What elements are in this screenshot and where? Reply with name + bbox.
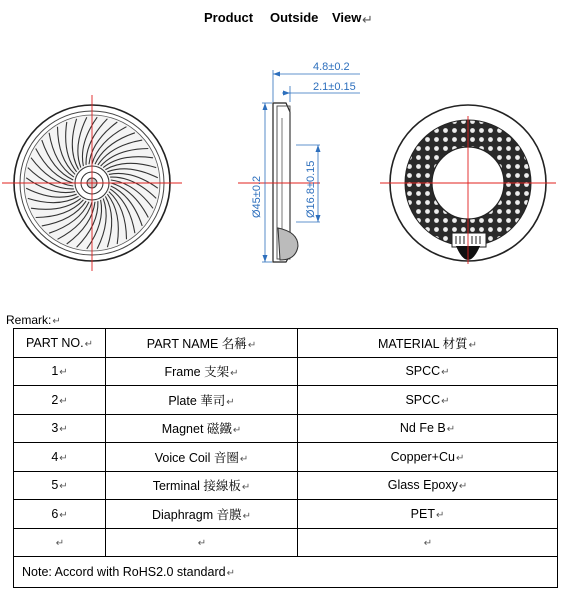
cell-no: 1↵ (14, 357, 106, 386)
cell-material: ↵ (298, 528, 558, 557)
table-row (14, 357, 558, 386)
title-word-view: View (332, 10, 362, 25)
table-row (14, 443, 558, 472)
cell-material: Glass Epoxy↵ (298, 471, 558, 500)
cell-material: SPCC↵ (298, 357, 558, 386)
cell-name: Frame 支架↵ (106, 357, 298, 386)
cell-name: ↵ (106, 528, 298, 557)
cell-material: PET↵ (298, 500, 558, 529)
product-drawing (0, 45, 568, 295)
cell-name: Terminal 接線板↵ (106, 471, 298, 500)
cell-material: Copper+Cu↵ (298, 443, 558, 472)
title-word-outside: Outside (270, 10, 319, 25)
table-note-row (14, 557, 558, 588)
table-row (14, 471, 558, 500)
dim-magnet: Ø16.8±0.15 (305, 160, 317, 218)
cell-no: 4↵ (14, 443, 106, 472)
cell-name: Diaphragm 音膜↵ (106, 500, 298, 529)
back-view (380, 105, 556, 264)
cell-name: Magnet 磁鐵↵ (106, 414, 298, 443)
table-header-row (14, 329, 558, 358)
table-row (14, 386, 558, 415)
cell-name: Plate 華司↵ (106, 386, 298, 415)
side-view (238, 61, 360, 262)
table-row (14, 414, 558, 443)
cell-material: Nd Fe B↵ (298, 414, 558, 443)
cell-no: 6↵ (14, 500, 106, 529)
front-view (2, 95, 182, 271)
paragraph-mark: ↵ (362, 12, 373, 27)
cell-no: 3↵ (14, 414, 106, 443)
remark-label: Remark:↵ (6, 313, 61, 327)
dim-thickness: 4.8±0.2 (313, 61, 350, 73)
cell-no: ↵ (14, 528, 106, 557)
cell-material: SPCC↵ (298, 386, 558, 415)
parts-table (13, 328, 558, 588)
table-row (14, 500, 558, 529)
cell-no: 2↵ (14, 386, 106, 415)
dim-plate: 2.1±0.15 (313, 81, 356, 93)
header-material: MATERIAL 材質↵ (298, 329, 558, 358)
page-title (0, 10, 568, 26)
header-part-name: PART NAME 名稱↵ (106, 329, 298, 358)
title-word-product: Product (204, 10, 254, 25)
header-part-no: PART NO.↵ (14, 329, 106, 358)
dim-diameter: Ø45±0.2 (251, 175, 263, 218)
table-row (14, 528, 558, 557)
cell-no: 5↵ (14, 471, 106, 500)
rohs-note: Note: Accord with RoHS2.0 standard↵ (14, 557, 558, 588)
cell-name: Voice Coil 音圈↵ (106, 443, 298, 472)
